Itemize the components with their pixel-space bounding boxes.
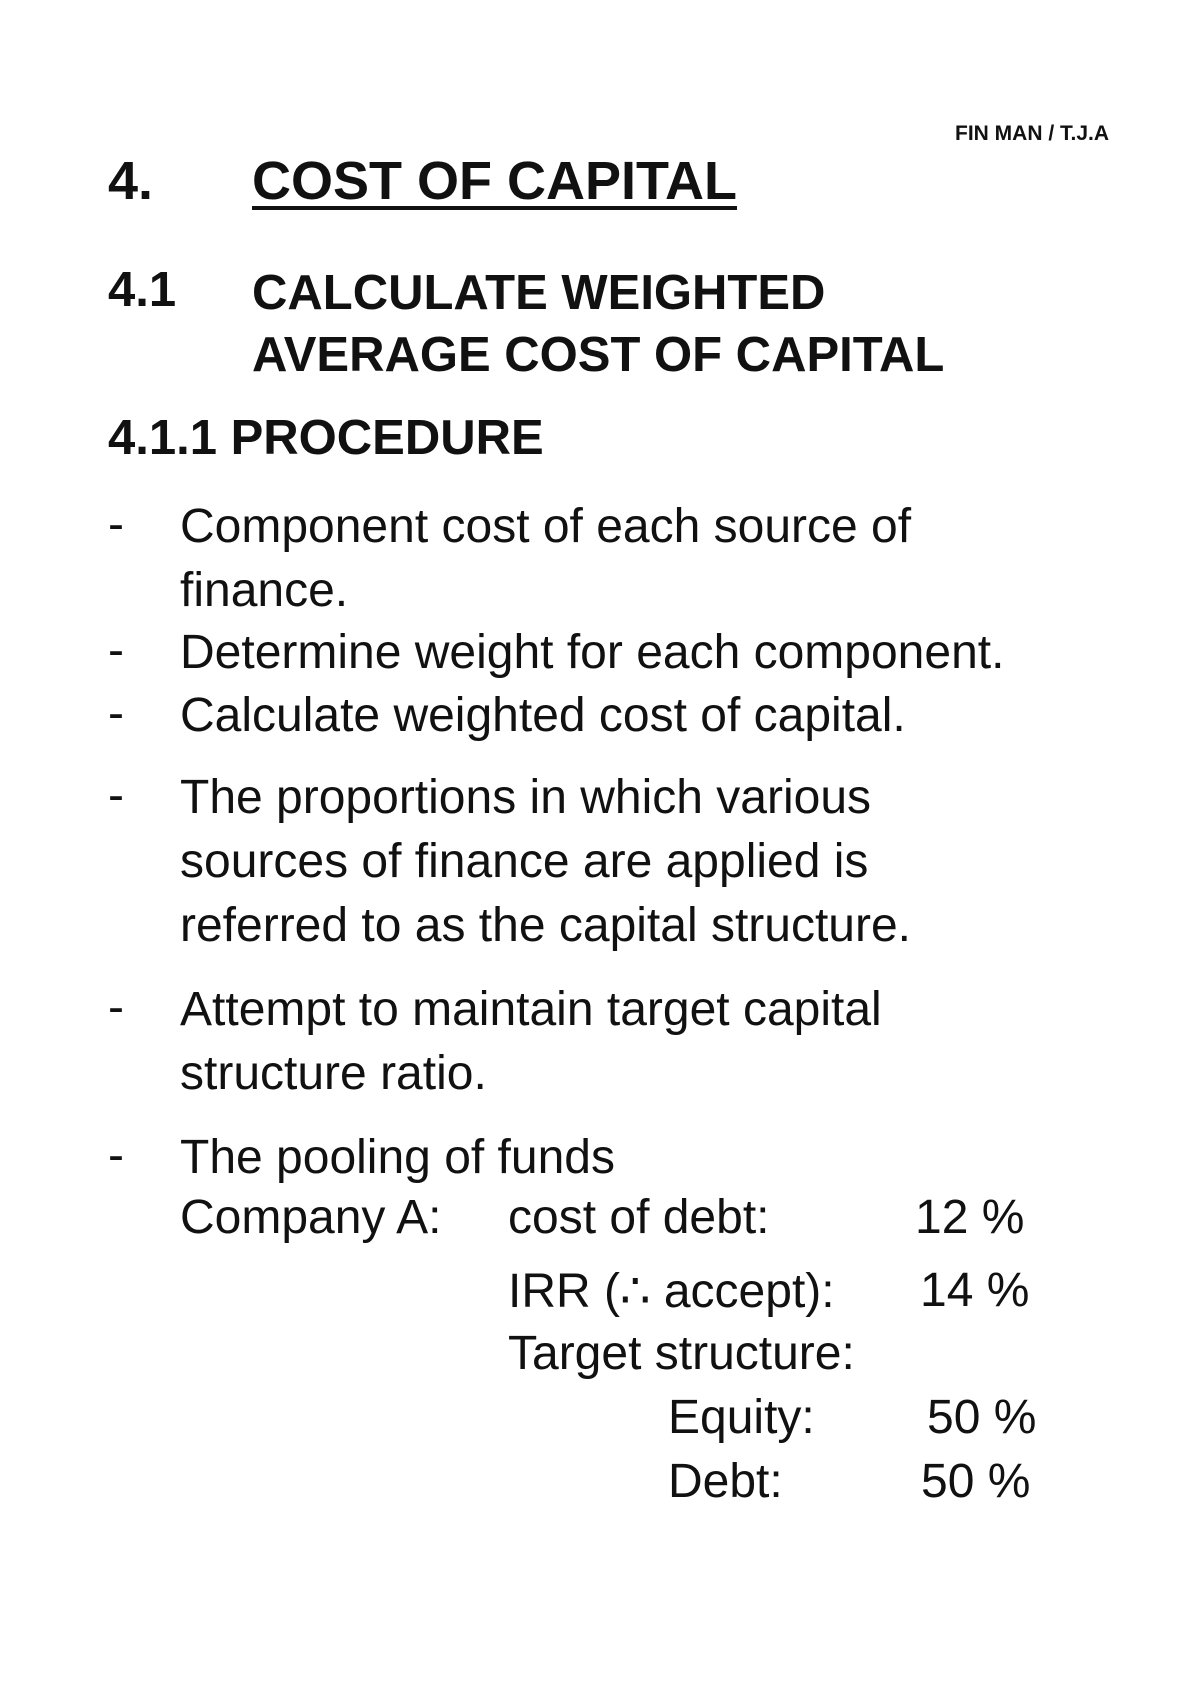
bullet-item <box>180 684 906 748</box>
cost-of-debt-value: 12 % <box>915 1191 1025 1244</box>
debt-value: 50 % <box>921 1455 1031 1508</box>
bullet-item <box>180 766 911 958</box>
section-title: COST OF CAPITAL <box>252 151 737 211</box>
section-number: 4. <box>108 151 154 211</box>
bullet-line: Component cost of each source of <box>180 500 912 553</box>
company-label: Company A: <box>180 1191 442 1244</box>
bullet-item <box>180 621 1004 685</box>
cost-of-debt-label: cost of debt: <box>508 1191 770 1244</box>
bullet-line: referred to as the capital structure. <box>180 899 912 952</box>
bullet-line: The proportions in which various <box>180 771 872 824</box>
equity-label: Equity: <box>668 1391 815 1444</box>
irr-label: IRR (∴ accept): <box>508 1265 835 1318</box>
bullet-marker: - <box>108 981 124 1034</box>
bullet-line: Attempt to maintain target capital <box>180 983 882 1036</box>
bullet-line: Determine weight for each component. <box>180 626 1005 679</box>
bullet-line: The pooling of funds <box>180 1131 615 1184</box>
bullet-marker: - <box>108 1129 124 1182</box>
irr-value: 14 % <box>920 1264 1030 1317</box>
bullet-marker: - <box>108 498 124 551</box>
header-tag: FIN MAN / T.J.A <box>955 122 1110 145</box>
debt-label: Debt: <box>668 1455 783 1508</box>
bullet-item <box>180 978 882 1106</box>
bullet-item <box>180 495 911 623</box>
bullet-marker: - <box>108 624 124 677</box>
subsection-title <box>252 262 944 386</box>
subsection-title-line-2: AVERAGE COST OF CAPITAL <box>252 328 945 382</box>
bullet-marker: - <box>108 687 124 740</box>
bullet-line: structure ratio. <box>180 1047 487 1100</box>
bullet-marker: - <box>108 769 124 822</box>
subsubsection-title: 4.1.1 PROCEDURE <box>108 411 544 465</box>
bullet-item <box>180 1126 615 1190</box>
subsection-number: 4.1 <box>108 263 177 317</box>
subsection-title-line-1: CALCULATE WEIGHTED <box>252 266 826 320</box>
bullet-line: finance. <box>180 564 349 617</box>
equity-value: 50 % <box>927 1391 1037 1444</box>
target-structure-label: Target structure: <box>508 1327 855 1380</box>
bullet-line: Calculate weighted cost of capital. <box>180 689 906 742</box>
bullet-line: sources of finance are applied is <box>180 835 869 888</box>
